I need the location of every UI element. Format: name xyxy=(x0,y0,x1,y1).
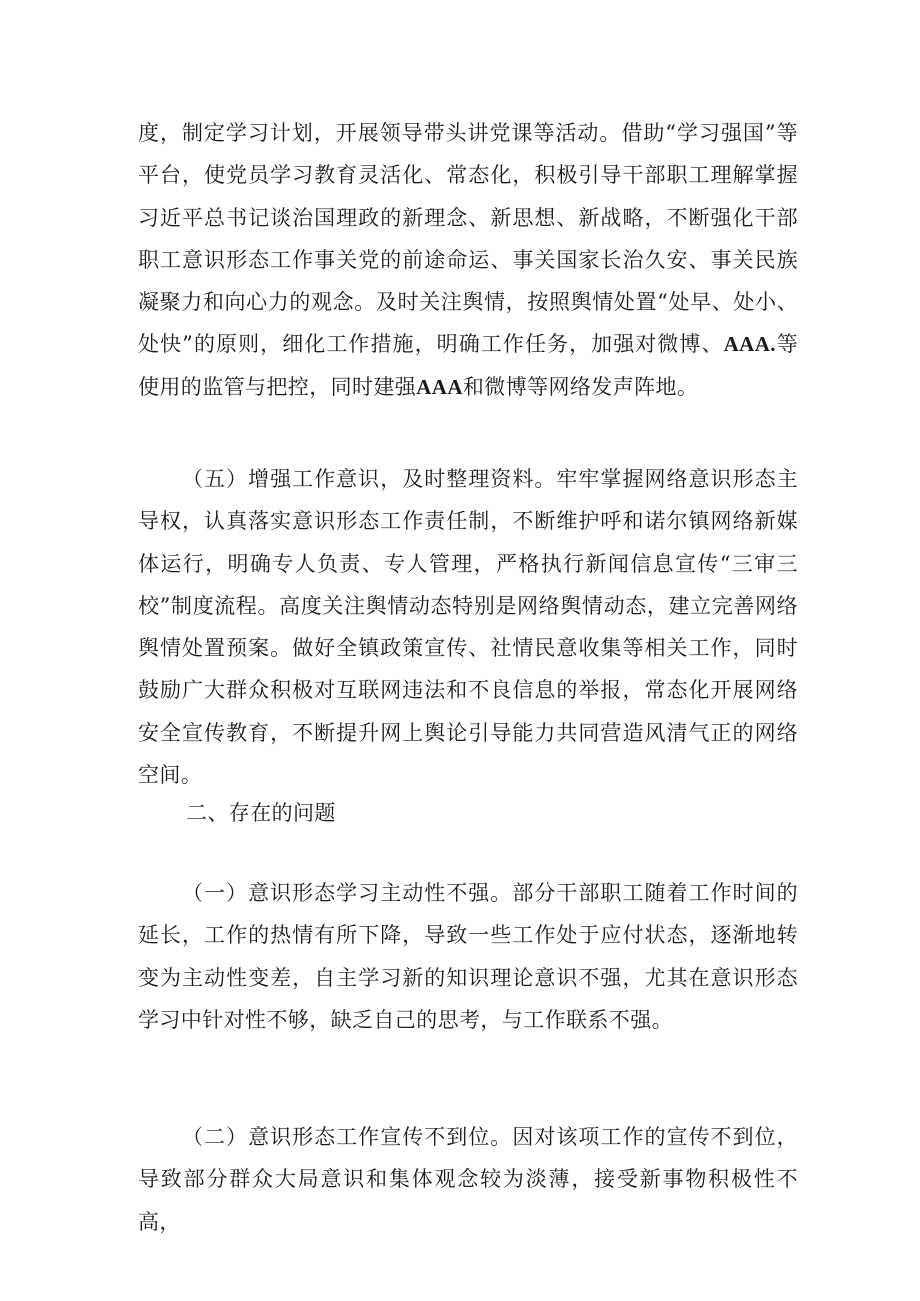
bold-placeholder-text: AAA xyxy=(416,374,463,399)
paragraph-text: 度，制定学习计划，开展领导带头讲党课等活动。借助“学习强国”等平台，使党员学习教育灵活化、常态化，积极引导干部职工理解掌握习近平总书记谈治国理政的新理念、新思想、新战略，不断强化干部职工意识形态工作事关党的前途命运、事关国家长治久安、事关民族凝聚力和向心力的观念。及时关注舆情，按照舆情处置“处早、处小、处快”的原则，细化工作措施，明确工作任务，加强对微博、 xyxy=(138,121,798,357)
bold-placeholder-text: AAA. xyxy=(723,332,776,357)
paragraph-section-five: （五）增强工作意识，及时整理资料。牢牢掌握网络意识形态主导权，认真落实意识形态工作责任制，不断维护呼和诺尔镇网络新媒体运行，明确专人负责、专人管理，严格执行新闻信息宣传“三审三校”制度流程。高度关注舆情动态特别是网络舆情动态，建立完善网络舆情处置预案。做好全镇政策宣传、社情民意收集等相关工作，同时鼓励广大群众积极对互联网违法和不良信息的举报，常态化开展网络安全宣传教育，不断提升网上舆论引导能力共同营造风清气正的网络空间。 xyxy=(138,467,798,788)
paragraph-study-platform xyxy=(138,112,798,408)
paragraph-text: 和微博等网络发声阵地。 xyxy=(462,374,699,399)
paragraph-text: 等使用的监管与把控，同时建强 xyxy=(138,332,798,399)
section-heading-problems: 二、存在的问题 xyxy=(186,801,336,825)
paragraph-problem-one: （一）意识形态学习主动性不强。部分干部职工随着工作时间的延长，工作的热情有所下降，导致一些工作处于应付状态，逐渐地转变为主动性变差，自主学习新的知识理论意识不强，尤其在意识形态学习中针对性不够，缺乏自己的思考，与工作联系不强。 xyxy=(138,881,798,1032)
paragraph-problem-two: （二）意识形态工作宣传不到位。因对该项工作的宣传不到位，导致部分群众大局意识和集体观念较为淡薄，接受新事物积极性不高， xyxy=(138,1125,798,1234)
